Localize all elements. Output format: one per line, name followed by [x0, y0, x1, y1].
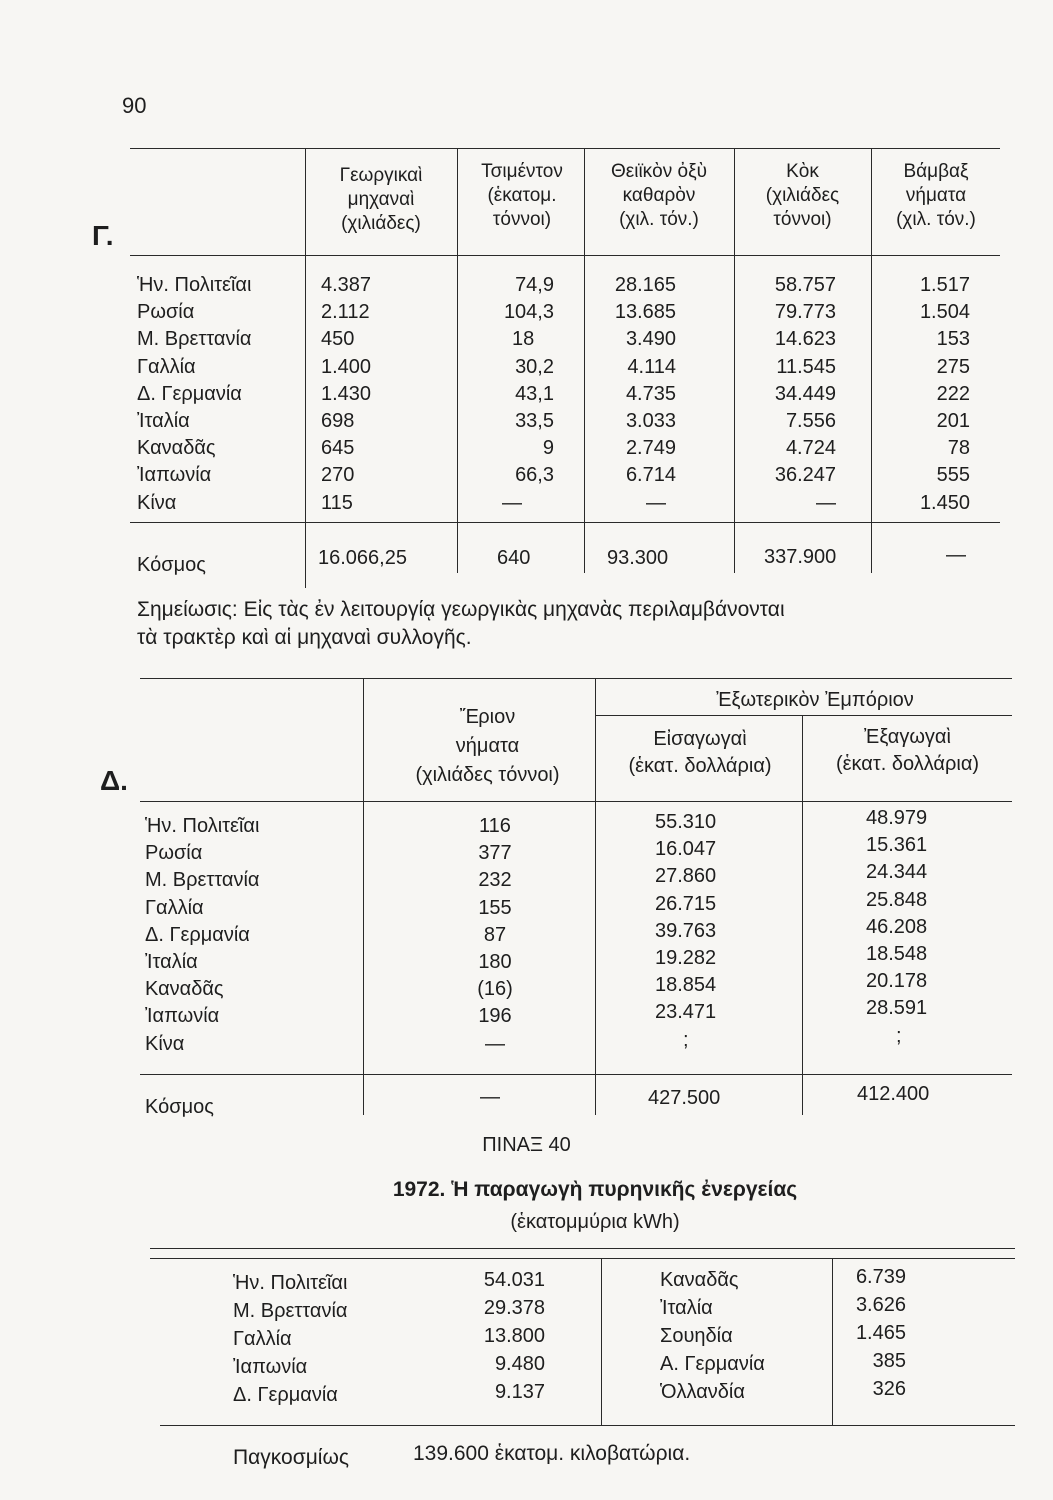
value-cell: 16.047 — [655, 838, 717, 861]
table-d-header-trade: Ἐξωτερικὸν Ἐμπόριον — [716, 689, 914, 711]
table-g-header-cement — [460, 160, 584, 232]
country-cell: Μ. Βρεττανία — [145, 869, 260, 892]
value-cell: 26.715 — [655, 892, 717, 915]
table-g-body-rule — [130, 522, 1000, 523]
table-g-world-label: Κόσμος — [137, 554, 206, 576]
value-cell: 24.344 — [866, 861, 928, 884]
country-cell: Ἡν. Πολιτεῖαι — [137, 274, 252, 296]
table-d-col-exports — [866, 805, 927, 1050]
page-number: 90 — [122, 93, 147, 118]
value-cell: 19.282 — [655, 946, 717, 969]
country-cell: Δ. Γερμανία — [137, 382, 242, 405]
table-40-right-values — [830, 1263, 906, 1403]
value-cell: 196 — [478, 1005, 512, 1028]
value-cell: 36.247 — [774, 464, 836, 487]
country-cell: Α. Γερμανία — [660, 1353, 765, 1375]
header-line: Γεωργικαὶ — [339, 165, 423, 186]
value-cell: 2.749 — [625, 437, 676, 460]
table-40-caption: ΠΙΝΑΞ 40 — [482, 1134, 571, 1156]
header-line: (χιλιάδες τόννοι) — [415, 764, 560, 786]
header-line: (χιλιάδες — [765, 185, 840, 206]
table-d-col-imports — [655, 809, 716, 1054]
header-line: νήματα — [455, 735, 520, 757]
value-cell: 153 — [936, 328, 970, 351]
value-cell: 28.591 — [866, 997, 928, 1020]
country-cell: Δ. Γερμανία — [145, 923, 250, 946]
value-cell: — — [816, 491, 836, 514]
table-g-header-acid — [584, 160, 734, 232]
country-cell: Καναδᾶς — [660, 1269, 739, 1291]
country-cell: Κίνα — [145, 1032, 185, 1055]
value-cell: 450 — [321, 328, 355, 351]
value-cell: 377 — [478, 842, 512, 865]
table-d-header-exports — [805, 724, 1010, 778]
country-cell: Ἡν. Πολιτεῖαι — [233, 1272, 348, 1294]
value-cell: 34.449 — [774, 382, 836, 405]
table-g-world-machines: 16.066,25 — [318, 547, 407, 569]
value-cell: 3.490 — [625, 328, 676, 351]
value-cell: 1.517 — [919, 274, 970, 296]
value-cell: 15.361 — [866, 834, 928, 857]
header-line: καθαρὸν — [622, 185, 696, 206]
value-cell: 270 — [321, 464, 355, 487]
value-cell: 25.848 — [866, 888, 928, 911]
header-line: μηχαναὶ — [347, 189, 415, 210]
country-cell: Κίνα — [137, 491, 177, 514]
table-g-header-coke — [734, 160, 871, 232]
table-g-divider — [457, 148, 458, 573]
value-cell: 11.545 — [776, 355, 836, 378]
table-g-col-acid — [596, 272, 676, 517]
table-g-countries — [137, 272, 252, 517]
value-cell: 7.556 — [785, 409, 836, 432]
header-line: Βάμβαξ — [903, 161, 969, 182]
country-cell: Μ. Βρεττανία — [233, 1300, 348, 1322]
value-cell: 58.757 — [774, 274, 836, 296]
table-g-world-cement: 640 — [497, 547, 531, 569]
header-line: Ἔριον — [459, 706, 516, 728]
value-cell: ; — [896, 1024, 902, 1047]
value-cell: 13.800 — [483, 1325, 545, 1347]
table-40-left-countries — [233, 1269, 348, 1409]
value-cell: 3.626 — [855, 1294, 906, 1316]
value-cell: 1.504 — [919, 301, 970, 324]
value-cell: 180 — [478, 950, 512, 973]
value-cell: 66,3 — [515, 464, 554, 487]
table-40-left-values — [470, 1266, 545, 1406]
country-cell: Γαλλία — [233, 1328, 292, 1350]
value-cell: 23.471 — [655, 1001, 717, 1024]
value-cell: 46.208 — [866, 915, 928, 938]
value-cell: 28.165 — [614, 274, 676, 296]
country-cell: Μ. Βρεττανία — [137, 328, 252, 351]
value-cell: 222 — [936, 382, 970, 405]
table-d-divider — [802, 715, 803, 1115]
note-line-1: Σημείωσις: Εἰς τὰς ἐν λειτουργίᾳ γεωργικὰς μηχανὰς περιλαμβάνονται — [137, 598, 785, 621]
section-label-d: Δ. — [100, 765, 128, 796]
value-cell: 326 — [872, 1378, 906, 1400]
table-g-header-machines — [305, 164, 457, 236]
value-cell: 4.114 — [627, 355, 676, 378]
value-cell: 232 — [478, 869, 512, 892]
table-d-world-exports: 412.400 — [857, 1083, 930, 1105]
table-g-col-cement — [470, 272, 554, 517]
table-40-top-rule — [150, 1248, 1015, 1249]
table-40-right-countries — [660, 1266, 765, 1406]
value-cell: 201 — [936, 409, 970, 432]
value-cell: 29.378 — [483, 1297, 545, 1319]
value-cell: 555 — [936, 464, 970, 487]
value-cell: 39.763 — [655, 919, 717, 942]
table-d-col-wool — [470, 813, 520, 1058]
value-cell: 33,5 — [515, 409, 554, 432]
value-cell: 48.979 — [866, 807, 928, 829]
section-label-g: Γ. — [92, 220, 114, 251]
value-cell: 43,1 — [515, 382, 554, 405]
country-cell: Δ. Γερμανία — [233, 1384, 338, 1406]
table-d-top-rule — [140, 678, 1012, 679]
table-40-total-value: 139.600 ἑκατομ. κιλοβατώρια. — [413, 1442, 691, 1465]
country-cell: Ἰταλία — [145, 950, 198, 973]
value-cell: 385 — [872, 1350, 906, 1372]
value-cell: 9.137 — [494, 1381, 545, 1403]
table-g-header-rule — [130, 255, 1000, 256]
value-cell: 698 — [321, 409, 355, 432]
value-cell: 115 — [321, 491, 353, 514]
value-cell: 275 — [936, 355, 970, 378]
value-cell: 74,9 — [515, 274, 554, 296]
value-cell: 14.623 — [774, 328, 836, 351]
table-d-world-imports: 427.500 — [648, 1087, 721, 1109]
value-cell: 9 — [542, 437, 554, 460]
header-line: Εἰσαγωγαὶ — [653, 728, 747, 750]
value-cell: 18.548 — [866, 942, 928, 965]
table-d-trade-rule — [595, 715, 1012, 716]
value-cell: 13.685 — [614, 301, 676, 324]
header-line: Κὸκ — [786, 161, 819, 182]
value-cell: 4.724 — [785, 437, 836, 460]
table-g-top-rule — [130, 148, 1000, 149]
table-40-total-label: Παγκοσμίως — [233, 1446, 349, 1469]
value-cell: — — [485, 1032, 505, 1055]
header-line: (χιλ. τόν.) — [896, 209, 976, 230]
country-cell: Ρωσία — [145, 842, 203, 865]
value-cell: 645 — [321, 437, 355, 460]
table-40-unit: (ἑκατομμύρια kWh) — [510, 1211, 680, 1233]
header-line: Θειϊκὸν ὀξὺ — [610, 161, 707, 182]
header-line: (χιλ. τόν.) — [619, 209, 699, 230]
value-cell: 155 — [478, 896, 512, 919]
header-line: τόννοι) — [492, 209, 552, 230]
value-cell: 87 — [483, 923, 507, 946]
table-g-col-machines — [321, 272, 371, 517]
value-cell: 9.480 — [494, 1353, 545, 1375]
header-line: (ἑκατ. δολλάρια) — [835, 753, 980, 775]
table-d-header-rule — [140, 801, 1012, 802]
value-cell: 4.387 — [321, 274, 372, 296]
country-cell: Ἰταλία — [137, 409, 190, 432]
table-d-divider — [363, 678, 364, 1115]
value-cell: — — [646, 491, 666, 514]
value-cell: 79.773 — [774, 301, 836, 324]
value-cell: 6.739 — [855, 1266, 906, 1288]
value-cell: ; — [683, 1028, 689, 1051]
value-cell: 1.400 — [321, 355, 372, 378]
header-line: Ἐξαγωγαὶ — [864, 726, 951, 748]
value-cell: 4.735 — [625, 382, 676, 405]
value-cell: 104,3 — [503, 301, 554, 324]
table-g-col-cotton — [880, 272, 970, 517]
value-cell: 27.860 — [655, 865, 717, 888]
table-d-body-rule — [140, 1074, 1012, 1075]
header-line: (χιλιάδες) — [341, 213, 421, 234]
table-d-countries — [145, 813, 260, 1058]
table-g-col-coke — [756, 272, 836, 517]
country-cell: Καναδᾶς — [145, 978, 224, 1001]
value-cell: 20.178 — [866, 970, 928, 993]
value-cell: 1.430 — [321, 382, 372, 405]
value-cell: 1.450 — [919, 491, 970, 514]
country-cell: Ἰταλία — [660, 1297, 713, 1319]
table-g-world-cotton: — — [946, 544, 966, 566]
table-d-header-imports — [600, 726, 800, 780]
value-cell: 55.310 — [655, 811, 717, 833]
country-cell: Γαλλία — [145, 896, 204, 919]
note-line-2: τὰ τρακτὲρ καὶ αἱ μηχαναὶ συλλογῆς. — [137, 626, 472, 649]
value-cell: 1.465 — [855, 1322, 906, 1344]
table-g-world-coke: 337.900 — [764, 546, 837, 568]
country-cell: Ρωσία — [137, 301, 195, 324]
table-40-top-rule-2 — [150, 1258, 1015, 1259]
value-cell: 78 — [947, 437, 970, 460]
country-cell: Ἰαπωνία — [145, 1005, 220, 1028]
value-cell: 18 — [512, 328, 535, 351]
table-40-title: 1972. Ἡ παραγωγὴ πυρηνικῆς ἐνεργείας — [392, 1178, 798, 1201]
value-cell: 6.714 — [625, 464, 676, 487]
table-40-divider — [601, 1258, 602, 1425]
value-cell: 18.854 — [655, 974, 717, 997]
table-d-header-wool — [380, 703, 595, 790]
header-line: νήματα — [905, 185, 967, 206]
value-cell: 3.033 — [625, 409, 676, 432]
table-g-header-cotton — [871, 160, 1001, 232]
country-cell: Ἡν. Πολιτεῖαι — [145, 815, 260, 837]
value-cell: 2.112 — [321, 301, 370, 324]
country-cell: Ἰαπωνία — [233, 1356, 308, 1378]
country-cell: Ἰαπωνία — [137, 464, 212, 487]
country-cell: Καναδᾶς — [137, 437, 216, 460]
value-cell: 116 — [479, 815, 511, 837]
table-g-world-acid: 93.300 — [607, 547, 669, 569]
table-d-divider — [595, 678, 596, 1115]
country-cell: Γαλλία — [137, 355, 196, 378]
table-d-world-wool: — — [480, 1086, 500, 1108]
header-line: τόννοι) — [773, 209, 832, 230]
header-line: (ἑκατομ. — [487, 185, 557, 206]
country-cell: Ὁλλανδία — [660, 1381, 745, 1403]
header-line: Τσιμέντον — [481, 161, 563, 182]
table-d-world-label: Κόσμος — [145, 1096, 214, 1118]
value-cell: (16) — [477, 978, 513, 1001]
header-line: (ἑκατ. δολλάρια) — [628, 755, 772, 777]
country-cell: Σουηδία — [660, 1325, 733, 1347]
value-cell: — — [502, 491, 522, 514]
value-cell: 30,2 — [515, 355, 554, 378]
table-40-bottom-rule — [160, 1425, 1015, 1426]
value-cell: 54.031 — [483, 1269, 545, 1291]
